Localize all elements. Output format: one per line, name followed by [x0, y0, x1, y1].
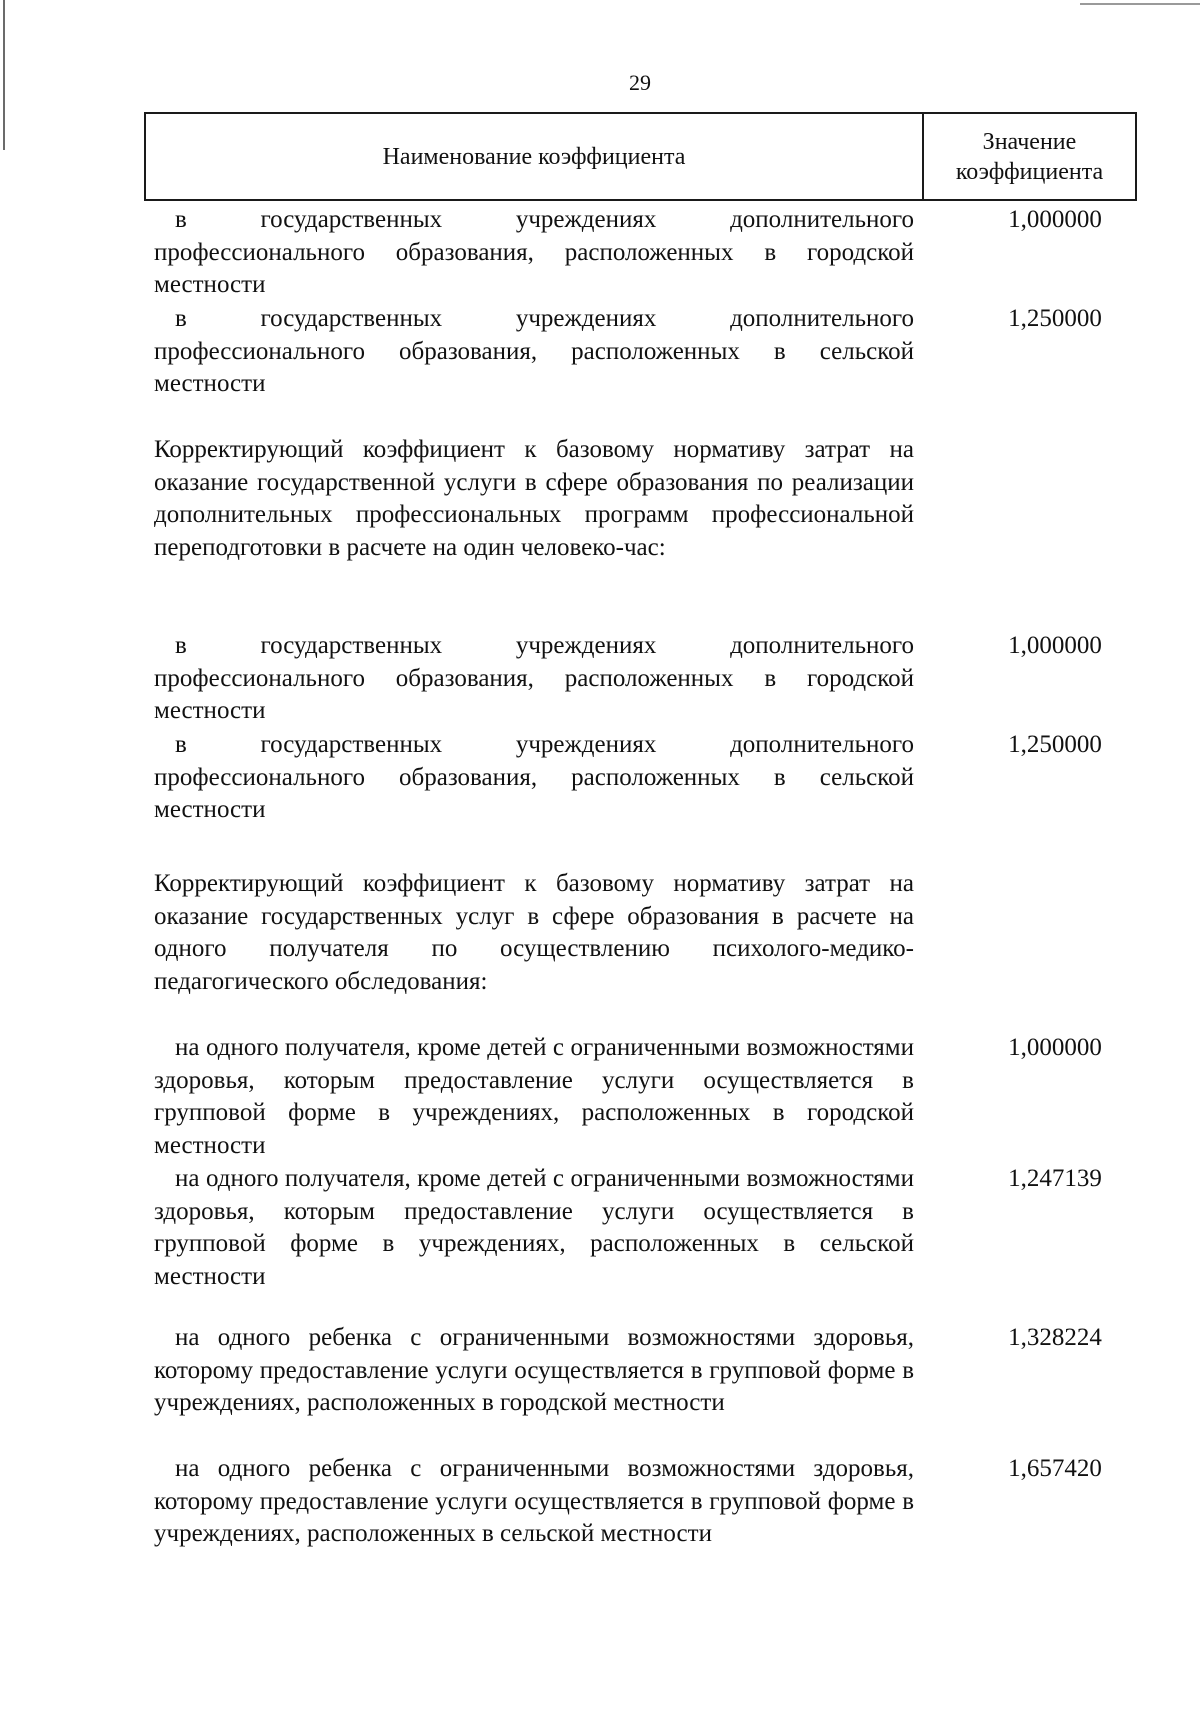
table-row: [154, 204, 1146, 302]
table-row: [154, 1163, 1146, 1293]
section-heading-row: [154, 868, 1146, 998]
row-text: в государственных учреждениях дополнительного профессионального образования, расположенных в городской местности: [154, 632, 914, 724]
row-value: 1,250000: [1008, 305, 1102, 332]
section-heading-text: Корректирующий коэффициент к базовому нормативу затрат на оказание государственных услуг в сфере образования в расчете на одного получателя по осуществлению психолого-медико-педагогического обследования:: [154, 870, 914, 995]
row-text: на одного ребенка с ограниченными возможностями здоровья, которому предоставление услуги осуществляется в групповой форме в учреждениях, расположенных в городской местности: [154, 1324, 914, 1416]
row-text: в государственных учреждениях дополнительного профессионального образования, расположенных в сельской местности: [154, 305, 914, 397]
row-value: 1,250000: [1008, 731, 1102, 758]
table-row: [154, 303, 1146, 401]
section-heading-text: Корректирующий коэффициент к базовому нормативу затрат на оказание государственной услуги в сфере образования по реализации дополнительных профессиональных программ профессиональной переподготовки в расчете на один человеко-час:: [154, 436, 914, 561]
row-text: на одного получателя, кроме детей с ограниченными возможностями здоровья, которым предоставление услуги осуществляется в групповой форме в учреждениях, расположенных в сельской местности: [154, 1165, 914, 1290]
table-row: [154, 1032, 1146, 1162]
table-row: [154, 1453, 1146, 1551]
header-value-line2: коэффициента: [955, 158, 1104, 185]
header-value-column: [924, 114, 1135, 199]
table-row: [154, 729, 1146, 827]
table-row: [154, 1322, 1146, 1420]
row-value: 1,000000: [1008, 1034, 1102, 1061]
row-value: 1,247139: [1008, 1165, 1102, 1192]
row-text: на одного получателя, кроме детей с ограниченными возможностями здоровья, которым предоставление услуги осуществляется в групповой форме в учреждениях, расположенных в городской местности: [154, 1034, 914, 1159]
table-header: [144, 112, 1137, 201]
row-value: 1,000000: [1008, 206, 1102, 233]
row-text: в государственных учреждениях дополнительного профессионального образования, расположенных в городской местности: [154, 206, 914, 298]
page-number: 29: [629, 70, 651, 95]
section-heading-row: [154, 434, 1146, 564]
header-value-line1: Значение: [982, 128, 1077, 155]
row-text: на одного ребенка с ограниченными возможностями здоровья, которому предоставление услуги осуществляется в групповой форме в учреждениях, расположенных в сельской местности: [154, 1455, 914, 1547]
header-name-column: Наименование коэффициента: [146, 114, 924, 199]
row-text: в государственных учреждениях дополнительного профессионального образования, расположенных в сельской местности: [154, 731, 914, 823]
row-value: 1,328224: [1008, 1324, 1102, 1351]
table-row: [154, 630, 1146, 728]
row-value: 1,657420: [1008, 1455, 1102, 1482]
scan-edge-top: [1080, 3, 1200, 5]
row-value: 1,000000: [1008, 632, 1102, 659]
